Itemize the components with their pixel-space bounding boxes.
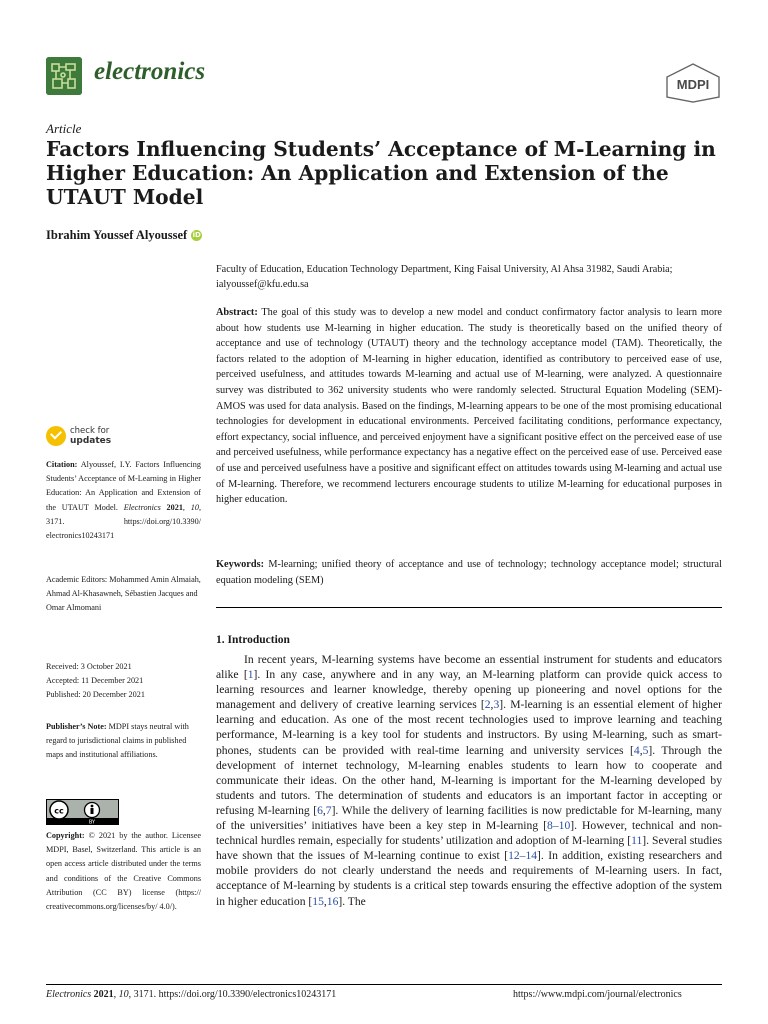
cc-by-license-icon[interactable] <box>46 799 119 825</box>
svg-text:cc: cc <box>54 806 64 816</box>
copyright-text: © 2021 by the author. Licensee MDPI, Basel, Switzerland. This article is an open access article distributed under the terms and conditions of the Creative Commons Attribution (CC BY) license (https:// creativecommons.org/licenses/by/ 4.0/). <box>46 831 202 912</box>
pubnote-label: Publisher’s Note: <box>46 722 107 731</box>
check-updates-line2: updates <box>70 436 112 446</box>
article-type: Article <box>46 121 82 136</box>
reference-link[interactable]: 6 <box>317 803 323 817</box>
reference-link[interactable]: 8–10 <box>547 819 571 833</box>
keywords-text: M-learning; unified theory of acceptance and use of technology; technology acceptance model; structural equation modeling (SEM) <box>216 559 722 586</box>
journal-name[interactable]: electronics <box>94 58 206 85</box>
academic-editors: Academic Editors: Mohammed Amin Almaiah, Ahmad Al-Khasawneh, Sébastien Jacques and Omar Almomani <box>46 575 201 613</box>
intro-text: ]. The <box>338 894 366 908</box>
reference-link[interactable]: 16 <box>326 894 339 908</box>
reference-link[interactable]: 11 <box>631 834 643 848</box>
mdpi-logo-icon[interactable] <box>664 63 722 103</box>
intro-text: ]. However, technical and non-technical hurdles remain, especially for students’ utilization and adoption of M-learning [ <box>216 819 722 848</box>
citation-year: 2021 <box>166 502 183 512</box>
reference-link[interactable]: 5 <box>642 743 649 757</box>
footer-volume: 10 <box>118 989 129 1000</box>
accepted-date: Accepted: 11 December 2021 <box>46 676 144 686</box>
abstract-text: The goal of this study was to develop a new model and conduct confirmatory factor analysis to learn more about how students use M-learning in higher education. The study is theoretically based on the unified theory of acceptance and use of technology (UTAUT) theory and the technology acceptance model (TAM). Theoretically, the factors related to the adoption of M-learning in higher education, identified as contributory to perceived ease of use, perceived usefulness, and attitudes towards M-learning and actual use of M-learning, were analyzed. A questionnaire survey was distributed to 362 university students who were randomly selected. Structural Equation Modeling (SEM)-AMOS was used for data analysis. Based on the findings, M-learning appears to be one of the most promising educational technologies for development in educational environments. Perceived facilitating conditions, performance expectancy, effort expectancy, social influence, and perceived enjoyment have a significant positive effect on the perceived ease of use and perceived usefulness, while performance expectancy has a negative effect on the perceived ease of use. Perceived ease of use and perceived usefulness have a positive and significant effect on attitudes towards using M-learning and actual use of M-learning. Therefore, we recommend lecturers encourage students to utilize M-learning for educational purposes in higher education. <box>216 307 722 506</box>
footer-doi: , 3171. https://doi.org/10.3390/electronics10243171 <box>128 989 337 1000</box>
citation-text: Alyoussef, I.Y. Factors Influencing Students’ Acceptance of M-Learning in Higher Education: An Application and Extension of the UTAUT Model. <box>46 460 201 512</box>
author-line <box>46 228 202 243</box>
copyright-label: Copyright: <box>46 831 85 840</box>
reference-link[interactable]: 1 <box>247 668 254 682</box>
intro-text: ]. In addition, existing researchers and mobile providers do not clearly understand the needs and requirements of M-learning users. In fact, acceptance of M-learning by students is a critical step towards ensuring the effective adoption of the system in higher education [ <box>216 849 723 908</box>
affiliation <box>216 263 726 292</box>
reference-link[interactable]: 15 <box>312 894 324 908</box>
citation-block: Citation: Alyoussef, I.Y. Factors Influencing Students’ Acceptance of M-Learning in Higher Education: An Application and Extension of the UTAUT Model. Electronics 2021, 10, 3171. https://doi.org/10.3390/ electronics10243171 <box>46 460 201 541</box>
intro-text: ]. In any case, anywhere and in any way, an M-learning platform can provide quick access to learning resources and learner knowledge, thereby opening up pioneering and novel options for the management and delivery of creative learning services [ <box>216 668 722 712</box>
publication-dates <box>46 660 201 703</box>
footer-journal-url[interactable]: https://www.mdpi.com/journal/electronics <box>513 989 682 1000</box>
abstract-label: Abstract: <box>216 307 258 318</box>
section-heading: 1. Introduction <box>216 634 290 646</box>
abstract <box>216 305 722 508</box>
reference-link[interactable]: 4 <box>633 743 640 757</box>
check-updates-line1: check for <box>70 426 110 436</box>
intro-text: In recent years, M-learning systems have become an essential instrument for students and educators alike [ <box>216 653 722 682</box>
citation-journal: Electronics <box>123 502 161 512</box>
published-date: Published: 20 December 2021 <box>46 690 145 700</box>
footer-citation[interactable]: Electronics 2021, 10, 3171. https://doi.org/10.3390/electronics10243171 <box>46 989 337 1000</box>
check-for-updates-button[interactable] <box>46 426 111 446</box>
footer-year: 2021 <box>93 989 114 1000</box>
journal-logo-icon <box>46 57 82 95</box>
footer-divider <box>46 984 722 985</box>
keywords <box>216 557 722 588</box>
affiliation-text: Faculty of Education, Education Technology Department, King Faisal University, Al Ahsa 31982, Saudi Arabia; <box>216 264 673 275</box>
copyright-block <box>46 829 201 914</box>
mdpi-logo-text: MDPI <box>676 77 710 92</box>
intro-text: ]. M-learning is an essential element of higher learning and education. As one of the most recent technologies used to improve learning and teaching performance, M-learning is a key tool for students and instructors. By using M-learning, such as smart-phones, students can be provided with real-time learning and university services [ <box>216 698 722 757</box>
affiliation-email[interactable]: ialyoussef@kfu.edu.sa <box>216 278 309 290</box>
introduction-paragraph: In recent years, M-learning systems have become an essential instrument for students and educators alike [1]. In any case, anywhere and in any way, an M-learning platform can provide quick access to learning resources and learner knowledge, thereby opening up pioneering and novel options for the management and delivery of creative learning services [2,3]. M-learning is an essential element of higher learning and education. As one of the most recent technologies used to improve learning and teaching performance, M-learning is a key tool for students and instructors. By using M-learning, such as smart-phones, students can be provided with real-time learning and university services [4,5]. Through the development of internet technology, M-learning enables students to learn how to cooperate and communicate their ideas. On the other hand, M-learning is important for the M-learning developed by students and tutors. The determination of students and educators is an important factor in accepting or refusing M-learning [6,7]. While the delivery of learning facilities is now predictable for M-learning, many of the universities’ initiatives have been a key step in M-learning [8–10]. However, technical and non-technical hurdles remain, especially for students’ utilization and adoption of M-learning [11]. Several studies have shown that the issues of M-learning continue to exist [12–14]. In addition, existing researchers and mobile providers do not clearly understand the needs and requirements of M-learning users. In fact, acceptance of M-learning by students is a critical step towards ensuring the effective adoption of the system in higher education [15,16]. The <box>216 653 723 908</box>
section-divider <box>216 607 722 608</box>
author-name: Ibrahim Youssef Alyoussef <box>46 228 188 242</box>
reference-link[interactable]: 7 <box>325 803 332 817</box>
citation-volume: 10 <box>190 502 199 512</box>
intro-text: ]. Through the development of internet technology, M-learning enables students to learn how to cooperate and communicate their ideas. On the other hand, M-learning is important for the M-learning developed by students and tutors. The determination of students and educators is an important factor in accepting or refusing M-learning [ <box>216 743 722 817</box>
publishers-note <box>46 720 201 763</box>
reference-link[interactable]: 2 <box>484 698 491 712</box>
reference-link[interactable]: 12–14 <box>508 849 538 863</box>
footer-journal: Electronics <box>46 989 92 1000</box>
pubnote-text: MDPI stays neutral with regard to jurisdictional claims in published maps and institutional affiliations. <box>46 722 189 760</box>
article-title: Factors Influencing Students’ Acceptance of M-Learning in Higher Education: An Application and Extension of the UTAUT Model <box>46 137 716 209</box>
citation-doi[interactable]: 3171. https://doi.org/10.3390/ electronics10243171 <box>46 516 201 541</box>
received-date: Received: 3 October 2021 <box>46 662 132 671</box>
citation-label: Citation: <box>46 460 78 469</box>
intro-text: ]. While the delivery of learning facilities is now predictable for M-learning, many of the universities’ initiatives have been a key step in M-learning [ <box>216 803 722 833</box>
intro-text: ]. Several studies have shown that the issues of M-learning continue to exist [ <box>216 834 723 863</box>
svg-text:BY: BY <box>88 819 96 825</box>
reference-link[interactable]: 3 <box>493 698 500 712</box>
check-updates-icon <box>46 426 66 446</box>
orcid-icon[interactable]: iD <box>192 231 201 239</box>
keywords-label: Keywords: <box>216 559 265 570</box>
